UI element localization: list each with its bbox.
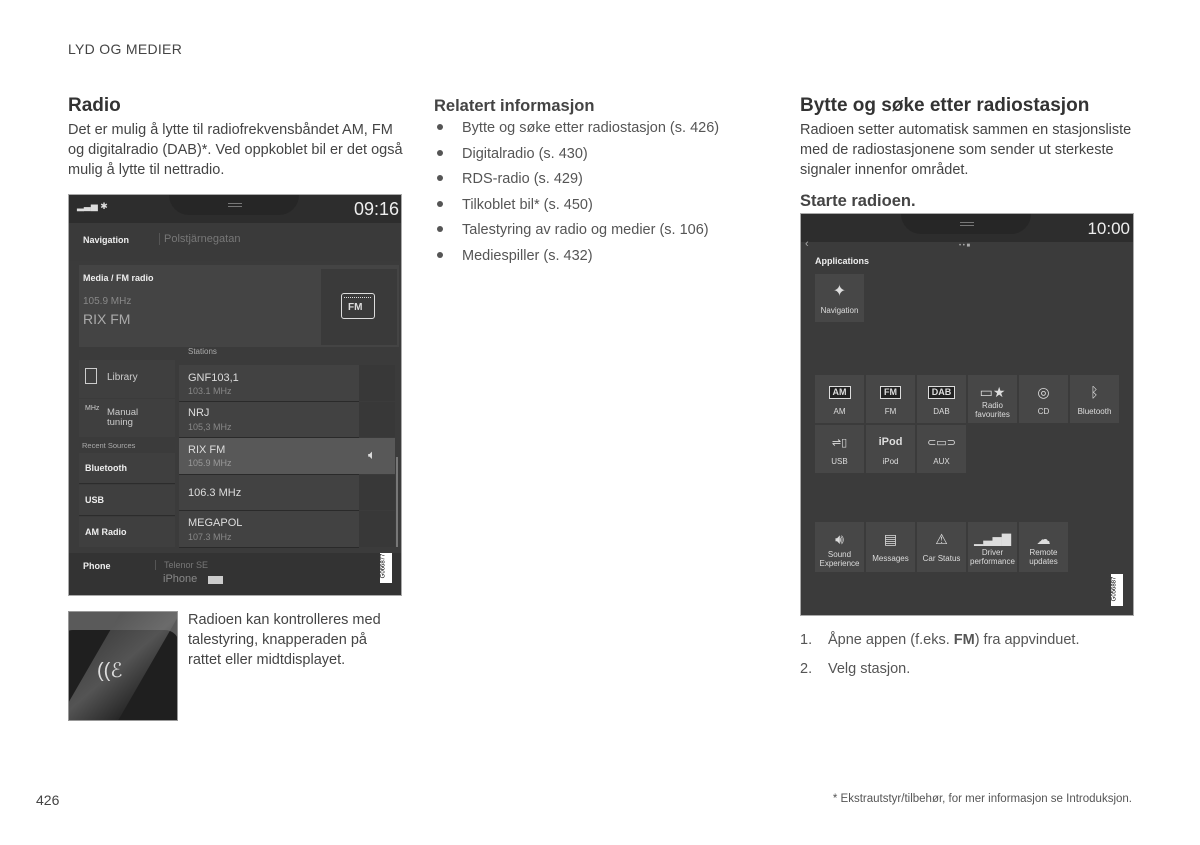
phone-tile[interactable]: Phone Telenor SE iPhone bbox=[69, 553, 402, 596]
current-station: RIX FM bbox=[83, 311, 131, 327]
step-item: 2. Velg stasjon. bbox=[800, 661, 911, 677]
signal-icon: ▂▃▅ ✱ bbox=[77, 201, 108, 211]
section-header: LYD OG MEDIER bbox=[68, 41, 183, 57]
scrollbar[interactable] bbox=[396, 457, 398, 547]
app-messages[interactable]: ▤ Messages bbox=[866, 522, 915, 572]
media-tile[interactable] bbox=[79, 265, 399, 347]
speaker-icon[interactable]: 🔈︎ bbox=[359, 438, 395, 474]
change-station-title: Bytte og søke etter radiostasjon bbox=[800, 95, 1090, 116]
cloud-icon: ☁ bbox=[1036, 530, 1051, 547]
performance-icon: ▁▃▅▇ bbox=[974, 532, 1011, 546]
clock: 10:00 bbox=[1087, 219, 1130, 238]
station-action[interactable] bbox=[359, 402, 395, 437]
ipod-icon: iPod bbox=[878, 436, 903, 448]
image-code: G066877 bbox=[380, 553, 392, 583]
star-radio-icon: ▭★ bbox=[979, 383, 1006, 400]
source-am-radio[interactable]: AM Radio bbox=[79, 517, 175, 547]
page-indicator: • • ■ bbox=[959, 243, 971, 249]
street-name: Polstjärnegatan bbox=[159, 233, 240, 245]
app-driver-performance[interactable]: ▁▃▅▇ Driver performance bbox=[968, 522, 1017, 572]
page-number: 426 bbox=[36, 792, 60, 808]
station-action[interactable] bbox=[359, 365, 395, 401]
clock: 09:16 bbox=[353, 199, 399, 219]
radio-intro: Det er mulig å lytte til radiofrekvensbåndet AM, FM og digitalradio (DAB)*. Ved oppkoblet bil er det også mulig å lytte til nettradio. bbox=[68, 122, 403, 178]
app-ipod[interactable]: iPod iPod bbox=[866, 425, 915, 473]
frequency: 105.9 MHz bbox=[83, 296, 132, 307]
bluetooth-icon: ᛒ bbox=[1090, 384, 1099, 400]
library-button[interactable]: Library bbox=[79, 360, 175, 398]
recent-sources-label: Recent Sources bbox=[82, 441, 136, 450]
radio-screen-screenshot bbox=[68, 194, 402, 596]
media-label: Media / FM radio bbox=[83, 273, 154, 283]
related-link[interactable]: Talestyring av radio og medier (s. 106) bbox=[434, 220, 764, 246]
app-car-status[interactable]: ⚠ Car Status bbox=[917, 522, 966, 572]
applications-label: Applications bbox=[815, 256, 870, 266]
station-action[interactable] bbox=[359, 475, 395, 510]
app-usb[interactable]: ⇌▯ USB bbox=[815, 425, 864, 473]
related-link[interactable]: Mediespiller (s. 432) bbox=[434, 246, 764, 272]
related-link[interactable]: RDS-radio (s. 429) bbox=[434, 169, 764, 195]
voice-control-photo bbox=[68, 611, 178, 721]
battery-icon bbox=[208, 576, 223, 584]
applications-screen-screenshot bbox=[800, 213, 1134, 616]
tuning-dial-icon: MHz bbox=[85, 405, 100, 412]
cd-icon: ◎ bbox=[1037, 383, 1050, 400]
steps-list bbox=[800, 630, 1140, 688]
change-station-intro: Radioen setter automatisk sammen en stasjonsliste med de radiostasjonene som sender ut sterkeste signaler innenfor området. bbox=[800, 122, 1132, 178]
related-title: Relatert informasjon bbox=[434, 97, 595, 115]
stations-header: Stations bbox=[188, 347, 217, 356]
pull-down-tab[interactable] bbox=[169, 195, 299, 215]
navigation-label: Navigation bbox=[83, 235, 130, 245]
station-row[interactable]: MEGAPOL 107.3 MHz bbox=[179, 511, 359, 548]
radio-title: Radio bbox=[68, 95, 121, 116]
station-action[interactable] bbox=[359, 511, 395, 547]
status-bar bbox=[801, 214, 1134, 242]
app-radio-favourites[interactable]: ▭★ Radio favourites bbox=[968, 375, 1017, 423]
app-navigation[interactable]: ✦ Navigation bbox=[815, 274, 864, 322]
source-usb[interactable]: USB bbox=[79, 485, 175, 516]
app-aux[interactable]: ⊂▭⊃ AUX bbox=[917, 425, 966, 473]
station-row[interactable]: GNF103,1 103.1 MHz bbox=[179, 365, 359, 402]
voice-control-icon: ((ℰ bbox=[97, 660, 123, 682]
related-link[interactable]: Tilkoblet bil* (s. 450) bbox=[434, 195, 764, 221]
station-row[interactable]: NRJ 105,3 MHz bbox=[179, 402, 359, 438]
dab-radio-icon: DAB bbox=[917, 380, 966, 404]
footnote: * Ekstrautstyr/tilbehør, for mer informasjon se Introduksjon. bbox=[832, 793, 1132, 805]
voice-caption: Radioen kan kontrolleres med talestyring, knapperaden på rattet eller midtdisplayet. bbox=[188, 612, 381, 668]
app-remote-updates[interactable]: ☁ Remote updates bbox=[1019, 522, 1068, 572]
app-bluetooth[interactable]: ᛒ Bluetooth bbox=[1070, 375, 1119, 423]
app-cd[interactable]: ◎ CD bbox=[1019, 375, 1068, 423]
am-radio-icon: AM bbox=[815, 380, 864, 404]
pull-down-tab[interactable] bbox=[901, 214, 1031, 234]
back-arrow-icon[interactable]: ‹ bbox=[805, 238, 809, 250]
speaker-icon: 🔊︎ bbox=[835, 530, 844, 547]
station-row-active[interactable]: RIX FM 105.9 MHz bbox=[179, 438, 359, 475]
usb-icon: ⇌▯ bbox=[831, 436, 848, 449]
status-bar bbox=[69, 195, 402, 223]
step-item: 1. Åpne appen (f.eks. FM) fra appvinduet. bbox=[800, 632, 1080, 648]
messages-icon: ▤ bbox=[883, 530, 898, 547]
app-dab[interactable]: DAB DAB bbox=[917, 375, 966, 423]
library-icon bbox=[85, 368, 97, 384]
source-bluetooth[interactable]: Bluetooth bbox=[79, 453, 175, 484]
navigation-icon: ✦ bbox=[832, 283, 847, 300]
related-link[interactable]: Digitalradio (s. 430) bbox=[434, 144, 764, 170]
app-am[interactable]: AM AM bbox=[815, 375, 864, 423]
app-fm[interactable]: FM FM bbox=[866, 375, 915, 423]
related-list bbox=[434, 118, 764, 271]
related-link[interactable]: Bytte og søke etter radiostasjon (s. 426) bbox=[434, 118, 764, 144]
fm-radio-icon[interactable]: FM bbox=[321, 269, 397, 345]
navigation-tile[interactable] bbox=[69, 223, 402, 261]
app-sound-experience[interactable]: 🔊︎ Sound Experience bbox=[815, 522, 864, 572]
image-code: G056887 bbox=[1111, 574, 1123, 606]
fm-radio-icon: FM bbox=[866, 380, 915, 404]
manual-tuning-button[interactable]: MHz Manual tuning bbox=[79, 399, 175, 437]
station-row[interactable]: 106.3 MHz bbox=[179, 475, 359, 511]
start-radio-subtitle: Starte radioen. bbox=[800, 192, 916, 210]
car-status-icon: ⚠ bbox=[935, 530, 948, 547]
aux-icon: ⊂▭⊃ bbox=[927, 436, 956, 449]
